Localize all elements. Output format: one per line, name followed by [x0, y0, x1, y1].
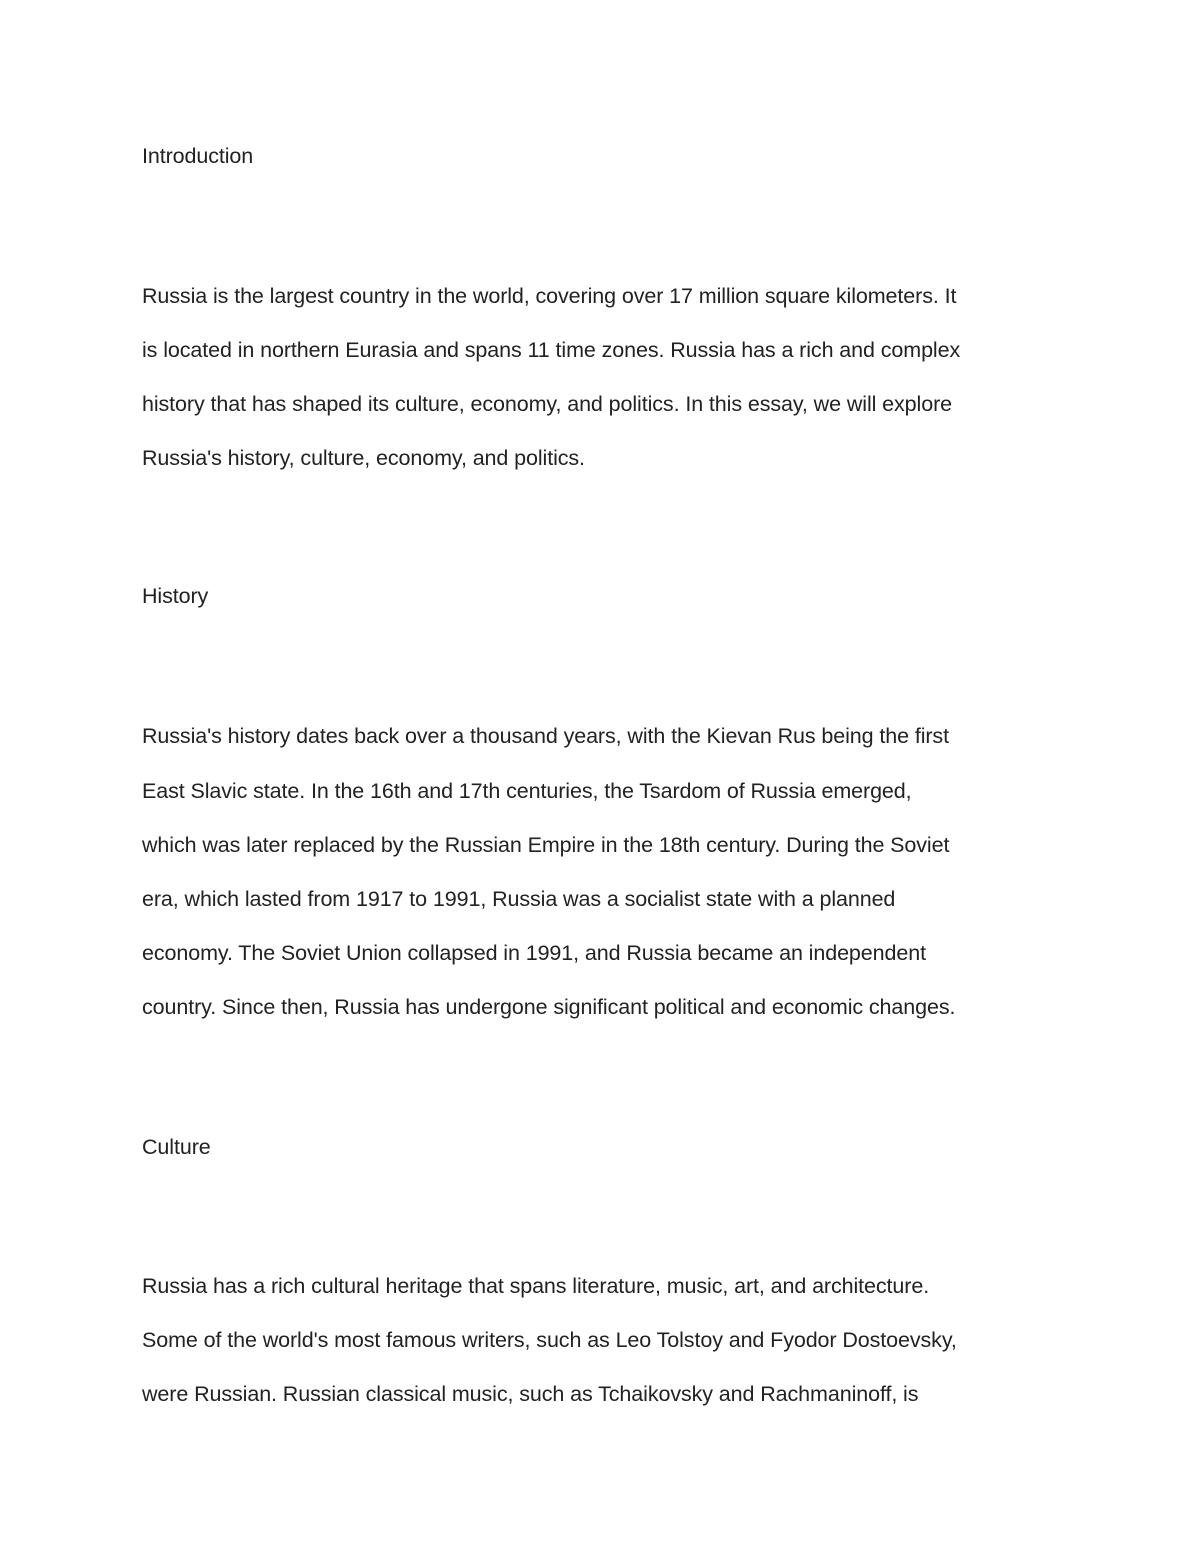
paragraph-line: era, which lasted from 1917 to 1991, Russia was a socialist state with a planned	[142, 887, 896, 911]
paragraph-line: Russia is the largest country in the world, covering over 17 million square kilometers. It	[142, 284, 957, 308]
paragraph-line: economy. The Soviet Union collapsed in 1991, and Russia became an independent	[142, 941, 926, 965]
paragraph-line: Russia has a rich cultural heritage that spans literature, music, art, and architecture.	[142, 1274, 930, 1298]
paragraph-line: were Russian. Russian classical music, such as Tchaikovsky and Rachmaninoff, is	[142, 1382, 919, 1406]
paragraph-line: Russia's history dates back over a thousand years, with the Kievan Rus being the first	[142, 724, 949, 748]
section-heading-culture: Culture	[142, 1135, 211, 1159]
paragraph-line: Russia's history, culture, economy, and politics.	[142, 446, 585, 470]
paragraph-line: is located in northern Eurasia and spans 11 time zones. Russia has a rich and complex	[142, 338, 961, 362]
paragraph-line: Some of the world's most famous writers, such as Leo Tolstoy and Fyodor Dostoevsky,	[142, 1328, 957, 1352]
paragraph-line: East Slavic state. In the 16th and 17th centuries, the Tsardom of Russia emerged,	[142, 779, 912, 803]
paragraph-line: country. Since then, Russia has undergone significant political and economic changes.	[142, 995, 956, 1019]
paragraph-line: which was later replaced by the Russian Empire in the 18th century. During the Soviet	[142, 833, 950, 857]
paragraph-line: history that has shaped its culture, economy, and politics. In this essay, we will explore	[142, 392, 952, 416]
section-heading-introduction: Introduction	[142, 144, 254, 168]
section-heading-history: History	[142, 584, 209, 608]
